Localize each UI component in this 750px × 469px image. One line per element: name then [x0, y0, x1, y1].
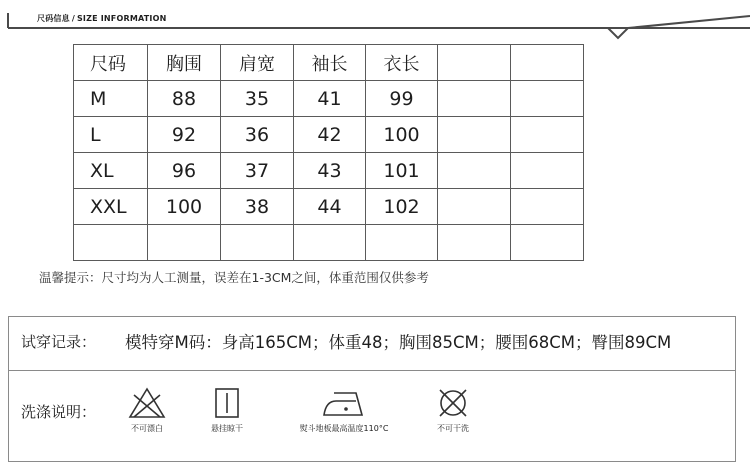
header-title-en: SIZE INFORMATION: [76, 14, 167, 23]
care-item-no-bleach: [117, 387, 177, 434]
size-table-cell: [366, 225, 438, 261]
size-table-cell: [438, 225, 511, 261]
size-table-cell: XL: [74, 153, 148, 189]
trial-record-label: 试穿记录：: [21, 333, 97, 351]
size-table-cell: [511, 117, 584, 153]
care-item-no-dry-clean: [423, 387, 483, 434]
washing-label: 洗涤说明：: [21, 403, 97, 421]
size-table-cell: [221, 225, 294, 261]
size-table-cell: [511, 81, 584, 117]
no-dry-clean-icon: [435, 387, 471, 419]
size-table-cell: 92: [148, 117, 221, 153]
size-table-cell: [438, 117, 511, 153]
size-table-cell: 100: [366, 117, 438, 153]
size-table-cell: [511, 225, 584, 261]
size-table-cell: [511, 189, 584, 225]
size-table-cell: L: [74, 117, 148, 153]
size-table-row: [74, 81, 584, 117]
size-table-cell: [148, 225, 221, 261]
size-table-cell: 36: [221, 117, 294, 153]
size-table-cell: [511, 153, 584, 189]
size-table-cell: [74, 225, 148, 261]
size-table-cell: 42: [294, 117, 366, 153]
info-divider: [9, 370, 735, 371]
size-table-cell: 35: [221, 81, 294, 117]
size-table-body: [74, 45, 584, 261]
care-label-iron: 熨斗地板最高温度110°C: [299, 424, 389, 433]
header-title-separator: /: [71, 14, 75, 23]
size-table-header-cell: 尺码: [74, 45, 148, 81]
size-table-header-cell: [511, 45, 584, 81]
size-table-cell: 44: [294, 189, 366, 225]
size-table-row: [74, 189, 584, 225]
no-bleach-icon: [128, 387, 166, 419]
size-table-cell: [438, 153, 511, 189]
trial-record-value: 模特穿M码：身高165CM；体重48；胸围85CM；腰围68CM；臀围89CM: [125, 333, 672, 352]
care-label-no-dry-clean: 不可干洗: [437, 424, 469, 433]
size-table-header-cell: 衣长: [366, 45, 438, 81]
measurement-note: 温馨提示：尺寸均为人工测量，误差在1-3CM之间，体重范围仅供参考: [39, 270, 429, 285]
size-table-cell: 38: [221, 189, 294, 225]
size-table-cell: [438, 189, 511, 225]
size-table-cell: 101: [366, 153, 438, 189]
size-table-cell: 88: [148, 81, 221, 117]
size-table-cell: 43: [294, 153, 366, 189]
iron-icon: [322, 387, 366, 419]
care-label-line-dry: 悬挂晾干: [211, 424, 243, 433]
header-title-cn: 尺码信息: [37, 14, 70, 23]
size-table-cell: 41: [294, 81, 366, 117]
size-table-cell: [294, 225, 366, 261]
size-table-cell: 37: [221, 153, 294, 189]
size-table-header-cell: 胸围: [148, 45, 221, 81]
size-table-cell: 96: [148, 153, 221, 189]
size-info-header: [0, 0, 750, 40]
size-table-cell: M: [74, 81, 148, 117]
size-table-cell: [438, 81, 511, 117]
size-table-row: [74, 225, 584, 261]
size-table-cell: XXL: [74, 189, 148, 225]
size-table-header-cell: 袖长: [294, 45, 366, 81]
care-item-iron: [279, 387, 409, 434]
size-table-header-cell: 肩宽: [221, 45, 294, 81]
size-table-header-cell: [438, 45, 511, 81]
care-item-line-dry: [197, 387, 257, 434]
header-title: [37, 13, 167, 24]
size-table-header-row: [74, 45, 584, 81]
size-table-cell: 99: [366, 81, 438, 117]
care-label-no-bleach: 不可漂白: [131, 424, 163, 433]
line-dry-icon: [212, 387, 242, 419]
size-table-cell: 100: [148, 189, 221, 225]
info-box: [8, 316, 736, 462]
size-table: [73, 44, 584, 261]
size-table-cell: 102: [366, 189, 438, 225]
size-table-row: [74, 153, 584, 189]
size-table-row: [74, 117, 584, 153]
